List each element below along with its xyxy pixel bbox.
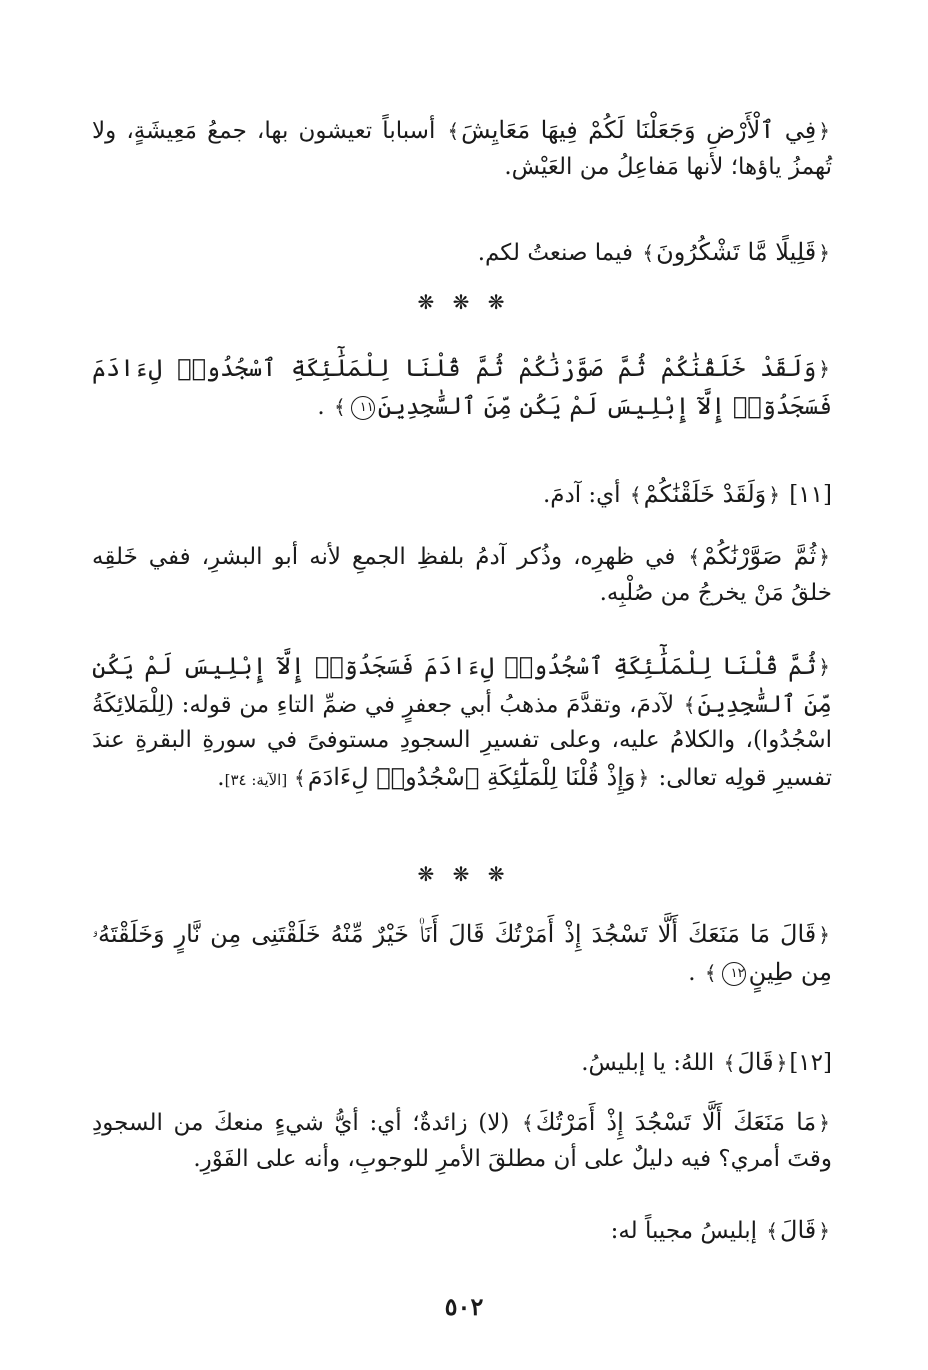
verse-close-bracket: ﴾: [334, 394, 346, 419]
verse-number-badge: ١٢: [722, 962, 746, 986]
verse-open-bracket: ﴿: [775, 1051, 788, 1075]
verse-reference-number: [١٢]: [789, 1050, 832, 1076]
quran-verse: ثُمَّ قُلْنَا لِلْمَلَٰٓئِكَةِ ٱسْجُدُوا۟ لِءَادَمَ فَسَجَدُوٓا۟ إِلَّآ إِبْلِيسَ لَمْ يَكُن مِّنَ ٱلسَّٰجِدِينَ: [92, 652, 832, 718]
verse-open-bracket: ﴿: [818, 545, 830, 569]
paragraph-7: [92, 916, 832, 991]
quran-verse: قَالَ: [737, 1048, 774, 1076]
verse-close-bracket: ﴾: [642, 241, 655, 265]
quran-verse: مَا مَنَعَكَ أَلَّا تَسْجُدَ إِذْ أَمَرْتُكَ: [535, 1108, 817, 1136]
commentary-text: اللهُ: يا إبليسُ.: [581, 1050, 722, 1076]
verse-open-bracket: ﴿: [818, 1111, 830, 1135]
verse-close-bracket: ﴾: [704, 960, 717, 985]
verse-open-bracket: ﴿: [818, 241, 830, 265]
commentary-text: أي: آدمَ.: [542, 482, 628, 508]
section-separator: ❋ ❋ ❋: [417, 862, 511, 886]
quran-verse: وَإِذْ قُلْنَا لِلْمَلَٰٓئِكَةِ ٱسْجُدُوا۟ لِءَادَمَ: [307, 762, 636, 791]
paragraph-3: [92, 350, 832, 425]
verse-open-bracket: ﴿: [818, 357, 830, 381]
verse-open-bracket: ﴿: [818, 923, 831, 947]
commentary-text: .: [217, 764, 225, 791]
paragraph-2: [92, 234, 832, 272]
verse-close-bracket: ﴾: [683, 692, 696, 717]
commentary-text: في ظهرِه، وذُكر آدمُ بلفظِ الجمعِ لأنه أبو البشرِ، ففي خَلقِه خلقُ مَنْ يخرجُ من صُلْبِه.: [92, 544, 832, 606]
verse-reference-number: [١١]: [782, 482, 832, 508]
quran-verse: قَلِيلًا مَّا تَشْكُرُونَ: [656, 238, 817, 266]
commentary-text: أسباباً تعيشون بها، جمعُ مَعِيشَةٍ، ولا تُهمزُ ياؤها؛ لأنها مَفاعِلُ من العَيْش.: [92, 118, 832, 180]
verse-close-bracket: ﴾: [447, 119, 460, 143]
quran-verse: قَالَ: [780, 1216, 817, 1244]
commentary-text: لآدمَ، وتقدَّمَ مذهبُ أبي جعفرٍ في ضمِّ التاءِ من قوله: (لِلْمَلائِكَةُ اسْجُدُوا)، والكلامُ عليه، وعلى تفسيرِ السجودِ مستوفىً في سورةِ البقرةِ عندَ تفسيرِ قولِه تعالى:: [92, 691, 832, 791]
verse-close-bracket: ﴾: [629, 483, 642, 507]
verse-open-bracket: ﴿: [818, 119, 830, 143]
quran-verse: فِي ٱلْأَرْضِ وَجَعَلْنَا لَكُمْ فِيهَا مَعَايِشَ: [461, 116, 817, 144]
verse-open-bracket: ﴿: [818, 1219, 830, 1243]
commentary-text: .: [688, 959, 703, 986]
paragraph-4: [92, 476, 832, 514]
verse-open-bracket: ﴿: [637, 765, 650, 790]
ayah-reference: [الآية: ٣٤]: [224, 770, 292, 789]
paragraph-9: [92, 1104, 832, 1177]
verse-close-bracket: ﴾: [766, 1219, 779, 1243]
verse-close-bracket: ﴾: [723, 1051, 736, 1075]
commentary-text: .: [317, 393, 333, 420]
quran-verse: وَلَقَدْ خَلَقْنَٰكُمْ: [643, 480, 767, 508]
commentary-text: فيما صنعتُ لكم.: [477, 240, 641, 266]
quran-verse: قَالَ مَا مَنَعَكَ أَلَّا تَسْجُدَ إِذْ أَمَرْتُكَ قَالَ أَنَا۠ خَيْرٌ مِّنْهُ خَلَقْتَنِى مِن نَّارٍ وَخَلَقْتَهُۥ مِن طِينٍ: [92, 920, 832, 986]
paragraph-5: [92, 538, 832, 611]
paragraph-1: [92, 112, 832, 185]
quran-verse: وَلَقَدْ خَلَقْنَٰكُمْ ثُمَّ صَوَّرْنَٰكُمْ ثُمَّ قُلْنَا لِلْمَلَٰٓئِكَةِ ٱسْجُدُوا۟ لِءَادَمَ فَسَجَدُوٓا۟ إِلَّآ إِبْلِيسَ لَمْ يَكُن مِّنَ ٱلسَّٰجِدِينَ: [92, 354, 832, 420]
paragraph-10: [92, 1212, 832, 1250]
verse-open-bracket: ﴿: [768, 483, 780, 507]
verse-number-badge: ١١: [351, 396, 375, 420]
paragraph-6: [92, 648, 832, 797]
verse-close-bracket: ﴾: [293, 765, 306, 790]
commentary-text: إبليسُ مجيباً له:: [610, 1218, 765, 1244]
verse-open-bracket: ﴿: [818, 655, 830, 679]
paragraph-8: [92, 1044, 832, 1082]
quran-verse: ثُمَّ صَوَّرْنَٰكُمْ: [702, 542, 817, 570]
page-number: ٥٠٢: [444, 1292, 484, 1321]
verse-close-bracket: ﴾: [688, 545, 701, 569]
commentary-text: (لا) زائدةٌ؛ أي: أيُّ شيءٍ منعكَ من السجودِ وقتَ أمري؟ فيه دليلٌ على أن مطلقَ الأمرِ للوجوبِ، وأنه على الفَوْرِ.: [92, 1110, 832, 1172]
section-separator: ❋ ❋ ❋: [417, 290, 511, 314]
verse-close-bracket: ﴾: [522, 1111, 534, 1135]
